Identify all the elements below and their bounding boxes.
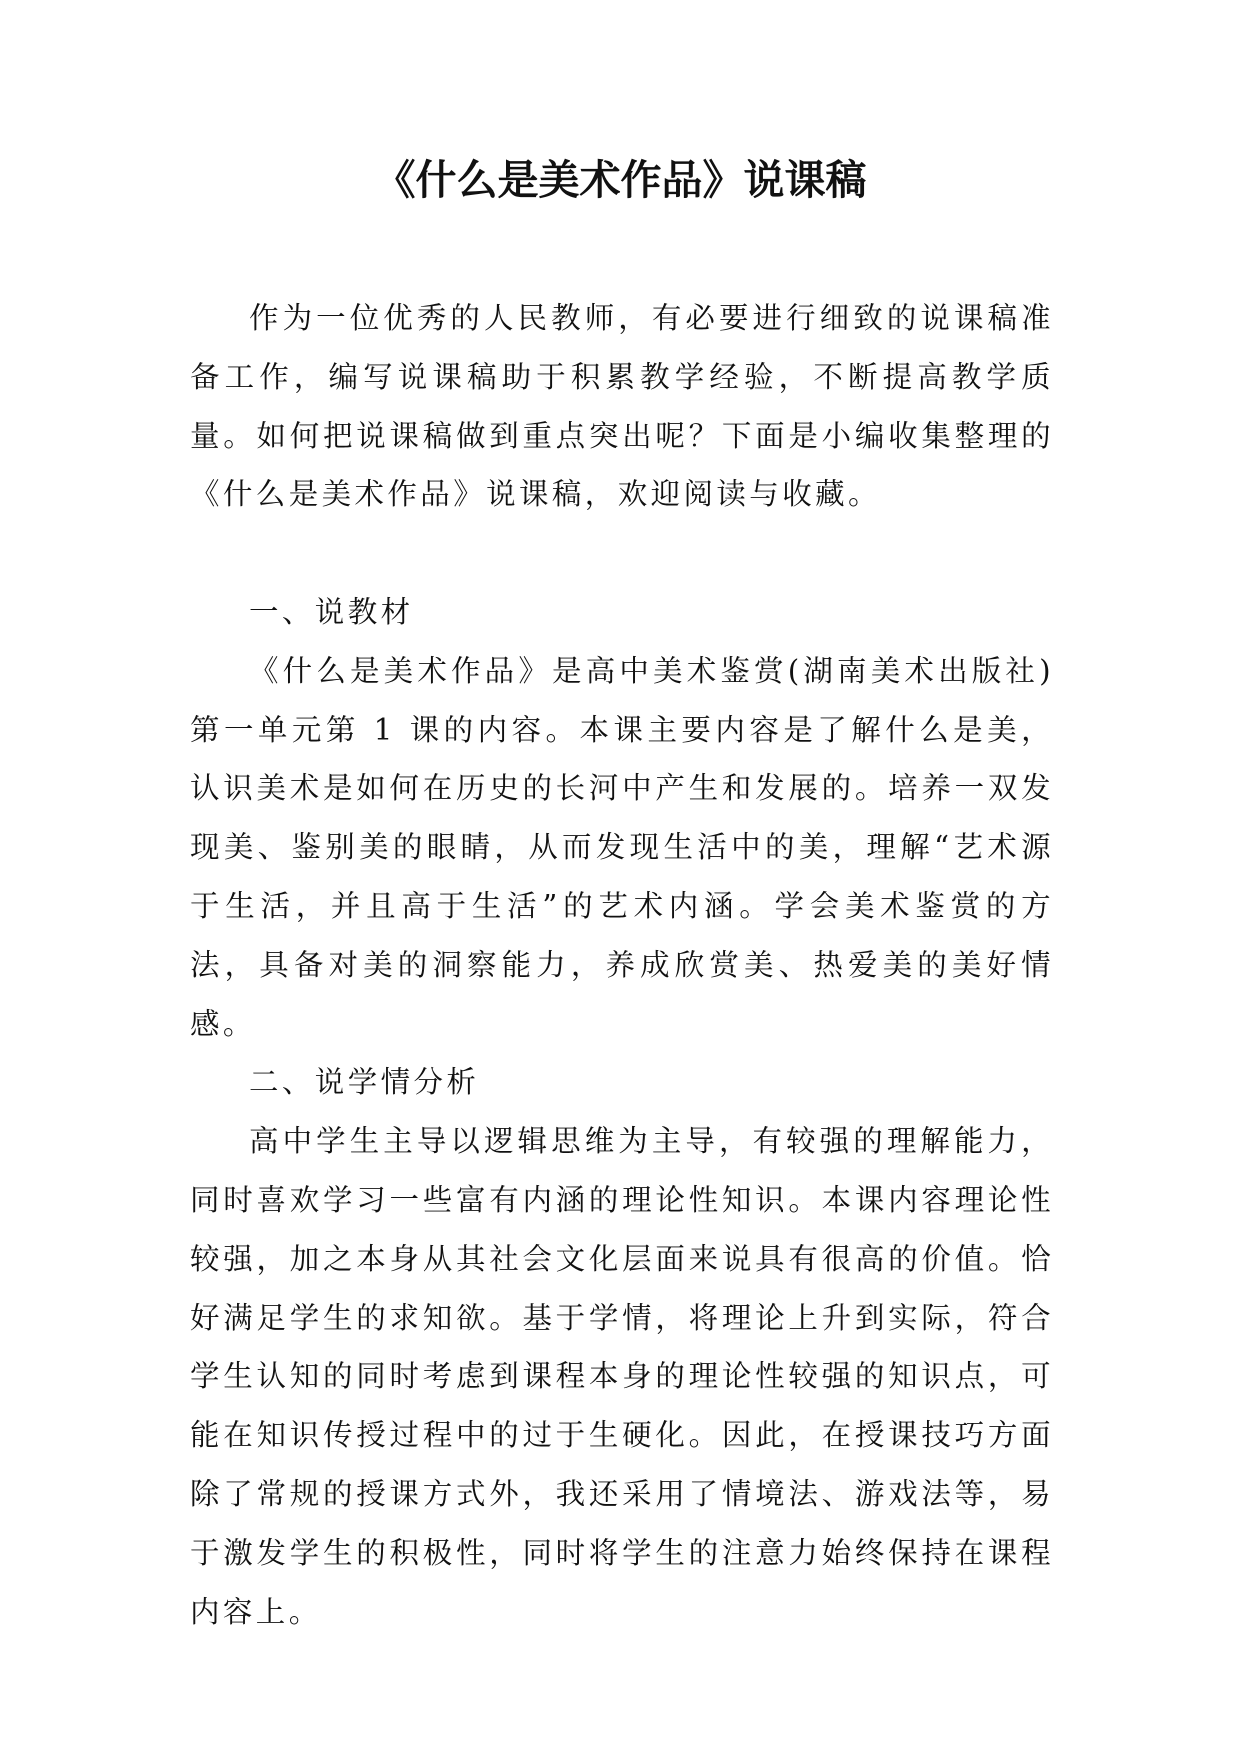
intro-paragraph: 作为一位优秀的人民教师，有必要进行细致的说课稿准备工作，编写说课稿助于积累教学经验，不断提高教学质量。如何把说课稿做到重点突出呢？下面是小编收集整理的《什么是美术作品》说课稿，欢迎阅读与收藏。 [190,301,1054,512]
document-body [190,289,1054,1641]
section-paragraph-textbook: 《什么是美术作品》是高中美术鉴赏(湖南美术出版社)第一单元第 1 课的内容。本课主要内容是了解什么是美，认识美术是如何在历史的长河中产生和发展的。培养一双发现美、鉴别美的眼睛，从而发现生活中的美，理解“艺术源于生活，并且高于生活”的艺术内涵。学会美术鉴赏的方法，具备对美的洞察能力，养成欣赏美、热爱美的美好情感。 [190,653,1054,1041]
section-paragraph-student-analysis: 高中学生主导以逻辑思维为主导，有较强的理解能力，同时喜欢学习一些富有内涵的理论性知识。本课内容理论性较强，加之本身从其社会文化层面来说具有很高的价值。恰好满足学生的求知欲。基于学情，将理论上升到实际，符合学生认知的同时考虑到课程本身的理论性较强的知识点，可能在知识传授过程中的过于生硬化。因此，在授课技巧方面除了常规的授课方式外，我还采用了情境法、游戏法等，易于激发学生的积极性，同时将学生的注意力始终保持在课程内容上。 [190,1124,1054,1629]
section-heading-textbook: 一、说教材 [249,594,414,629]
document-title: 《什么是美术作品》说课稿 [374,156,867,204]
section-heading-student-analysis: 二、说学情分析 [249,1065,480,1100]
paragraph-gap [190,524,1054,583]
